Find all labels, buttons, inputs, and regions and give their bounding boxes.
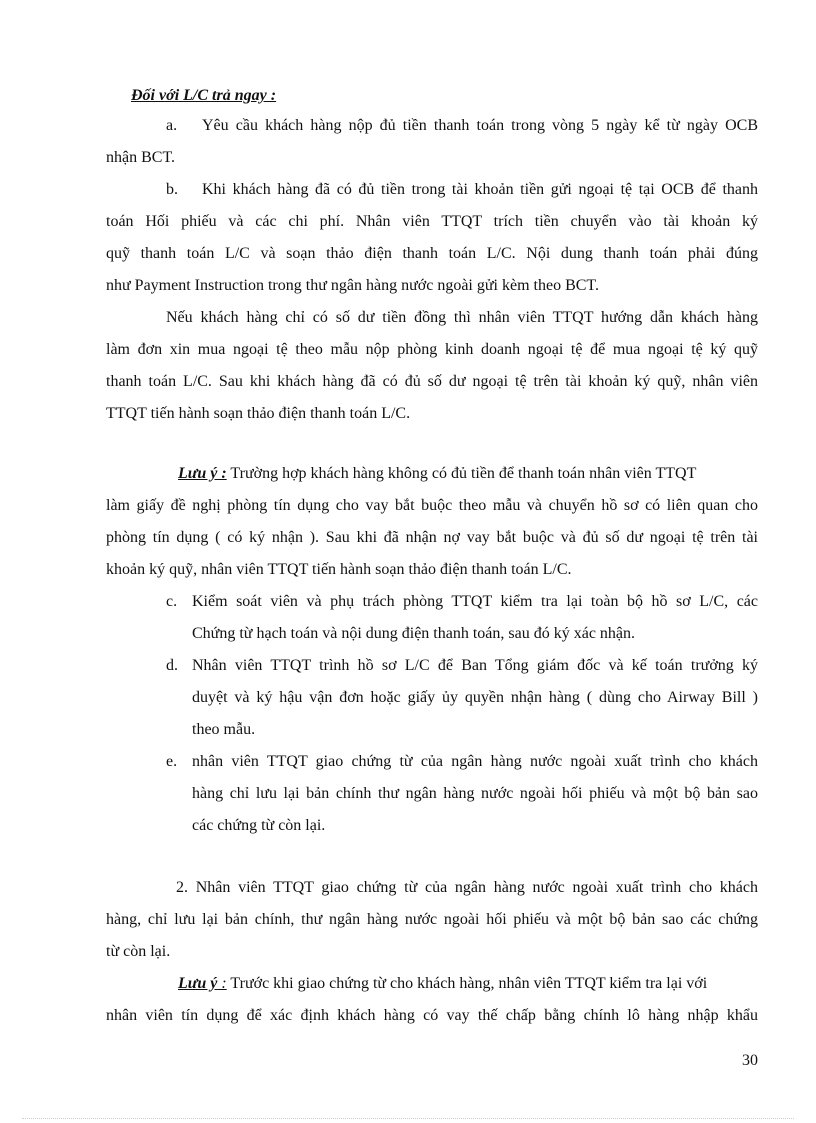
item-e-text-1: nhân viên TTQT giao chứng từ của ngân hàng nước ngoài xuất trình cho khách — [192, 753, 758, 770]
note-2-text-1: Trước khi giao chứng từ cho khách hàng, nhân viên TTQT kiểm tra lại với — [226, 975, 708, 992]
item-a-line-1 — [166, 116, 758, 136]
item-a-line-2: nhận BCT. — [106, 149, 176, 166]
item-e-line-3: các chứng từ còn lại. — [192, 817, 326, 834]
note-1-label: Lưu ý : — [178, 465, 227, 482]
item-c-line-2: Chứng từ hạch toán và nội dung điện thanh toán, sau đó ký xác nhận. — [192, 625, 636, 642]
item-b-line-4: như Payment Instruction trong thư ngân hàng nước ngoài gửi kèm theo BCT. — [106, 277, 599, 294]
item-b-line-2: toán Hối phiếu và các chi phí. Nhân viên TTQT trích tiền chuyển vào tài khoản ký — [106, 213, 758, 230]
para-dong-line-2: làm đơn xin mua ngoại tệ theo mẫu nộp phòng kinh doanh ngoại tệ để mua ngoại tệ ký quỹ — [106, 341, 758, 358]
item-b-text-1: Khi khách hàng đã có đủ tiền trong tài khoản tiền gửi ngoại tệ tại OCB để thanh — [202, 181, 758, 198]
para-2-line-2: hàng, chỉ lưu lại bản chính, thư ngân hàng nước ngoài hối phiếu và một bộ bản sao các chứng — [106, 911, 758, 928]
item-d-line-3: theo mẫu. — [192, 721, 256, 738]
note-1-line-3: phòng tín dụng ( có ký nhận ). Sau khi đã nhận nợ vay bắt buộc và đủ số dư ngoại tệ trên tài — [106, 529, 758, 546]
item-b-line-3: quỹ thanh toán L/C và soạn thảo điện thanh toán L/C. Nội dung thanh toán phải đúng — [106, 245, 758, 262]
note-1-line-2: làm giấy đề nghị phòng tín dụng cho vay bắt buộc theo mẫu và chuyển hồ sơ có liên quan cho — [106, 497, 758, 514]
note-1-line-1 — [178, 464, 696, 484]
note-1-text-1: Trường hợp khách hàng không có đủ tiền để thanh toán nhân viên TTQT — [226, 465, 697, 482]
footer-divider — [22, 1118, 794, 1119]
item-c-line-1 — [166, 592, 758, 612]
item-a-marker: a. — [166, 117, 178, 134]
note-2-line-2: nhân viên tín dụng để xác định khách hàng có vay thế chấp bằng chính lô hàng nhập khẩu — [106, 1007, 758, 1024]
note-1-line-4: khoản ký quỹ, nhân viên TTQT tiến hành soạn thảo điện thanh toán L/C. — [106, 561, 572, 578]
note-2-separator: : — [217, 975, 227, 992]
para-2-line-3: từ còn lại. — [106, 943, 171, 960]
para-dong-line-4: TTQT tiến hành soạn thảo điện thanh toán L/C. — [106, 405, 411, 422]
item-a-text-1: Yêu cầu khách hàng nộp đủ tiền thanh toán trong vòng 5 ngày kể từ ngày OCB — [202, 117, 758, 134]
item-e-line-2: hàng chỉ lưu lại bản chính thư ngân hàng nước ngoài hối phiếu và một bộ bản sao — [192, 785, 758, 802]
item-d-line-1 — [166, 656, 758, 676]
note-2-line-1 — [178, 974, 707, 994]
para-dong-line-1: Nếu khách hàng chỉ có số dư tiền đồng thì nhân viên TTQT hướng dẫn khách hàng — [166, 309, 758, 326]
note-2-label: Lưu ý — [178, 975, 218, 992]
page-number: 30 — [742, 1052, 758, 1069]
item-b-line-1 — [166, 180, 758, 200]
item-c-text-1: Kiểm soát viên và phụ trách phòng TTQT kiểm tra lại toàn bộ hồ sơ L/C, các — [192, 593, 758, 610]
item-e-marker: e. — [166, 753, 178, 770]
item-d-line-2: duyệt và ký hậu vận đơn hoặc giấy ủy quyền nhận hàng ( dùng cho Airway Bill ) — [192, 689, 758, 706]
item-e-line-1 — [166, 752, 758, 772]
item-d-text-1: Nhân viên TTQT trình hồ sơ L/C để Ban Tổng giám đốc và kế toán trưởng ký — [192, 657, 758, 674]
para-dong-line-3: thanh toán L/C. Sau khi khách hàng đã có đủ số dư ngoại tệ trên tài khoản ký quỹ, nhân viên — [106, 373, 758, 390]
item-c-marker: c. — [166, 593, 178, 610]
item-d-marker: d. — [166, 657, 178, 674]
section-heading: Đối với L/C trả ngay : — [131, 87, 277, 104]
item-b-marker: b. — [166, 181, 178, 198]
para-2-line-1: 2. Nhân viên TTQT giao chứng từ của ngân hàng nước ngoài xuất trình cho khách — [176, 879, 758, 896]
